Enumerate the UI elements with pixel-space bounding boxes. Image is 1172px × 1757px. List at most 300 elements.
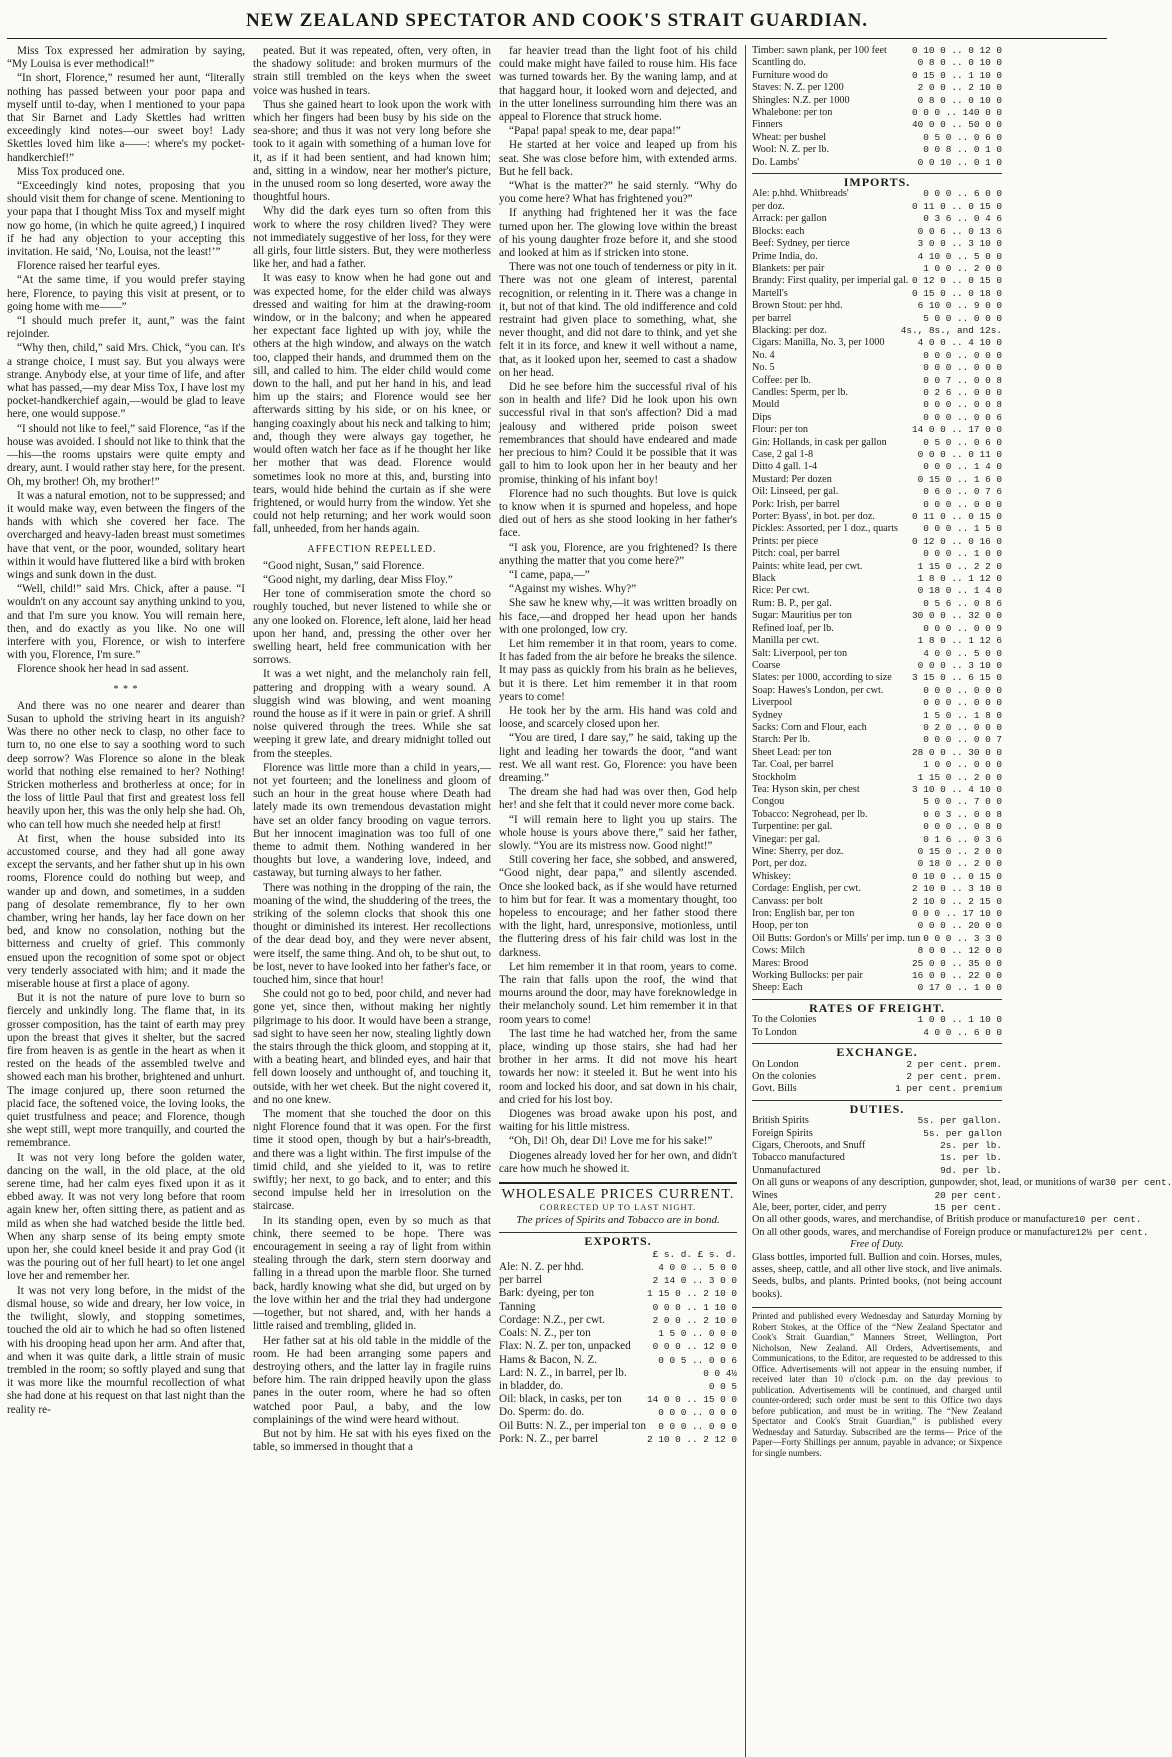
item-name: Oil Butts: Gordon's or Mills' per imp. tun xyxy=(752,932,921,944)
paragraph: Miss Tox produced one. xyxy=(17,165,125,178)
price-row xyxy=(752,1165,1002,1177)
item-name: per barrel xyxy=(499,1274,543,1287)
item-price: 1 5 0 .. 0 0 0 xyxy=(658,1328,737,1340)
item-price: 1 0 0 .. 1 10 0 xyxy=(917,1014,1002,1026)
price-row xyxy=(752,585,1002,597)
prices-subtitle: CORRECTED UP TO LAST NIGHT. xyxy=(539,1202,697,1213)
price-row xyxy=(752,511,1002,523)
item-price: 0 0 0 .. 1 5 0 xyxy=(923,523,1002,535)
item-price: 2s. per lb. xyxy=(940,1139,1002,1151)
item-price: 0 0 0 .. 0 0 0 xyxy=(923,362,1002,374)
item-price: 0 18 0 .. 2 0 0 xyxy=(917,858,1002,870)
price-row xyxy=(752,188,1002,200)
price-row xyxy=(499,1393,737,1406)
paragraph: AFFECTION REPELLED. xyxy=(307,543,437,555)
price-row xyxy=(752,970,1002,982)
price-row xyxy=(752,1177,1172,1189)
item-name: Canvass: per bolt xyxy=(752,895,823,907)
item-name: Blocks: each xyxy=(752,225,805,237)
item-price: 0 0 4½ xyxy=(703,1367,737,1379)
item-name: Iron: English bar, per ton xyxy=(752,908,855,920)
paragraph: “Good night, my darling, dear Miss Floy.” xyxy=(263,573,453,586)
item-price: 2 14 0 .. 3 0 0 xyxy=(652,1275,737,1287)
item-price: 0 0 0 .. 20 0 0 xyxy=(917,920,1002,932)
price-row xyxy=(752,70,1002,82)
item-price: 1 0 0 .. 2 0 0 xyxy=(923,262,1002,274)
item-price: 0 15 0 .. 1 6 0 xyxy=(917,473,1002,485)
exports-continued xyxy=(752,45,1002,169)
paragraph: Florence was little more than a child in years,—not yet fourteen; and the loneliness and gloom of such an hour in the great house where Death had lately made its own tremendous devastation might have set an older fancy brooding on vague terrors. But her innocent imagination was too full of one theme to admit them. Nothing wandered in her thoughts but love, a wandering love, indeed, and castaway, but turning always to her father. xyxy=(253,761,491,880)
item-price: 0 15 0 .. 0 18 0 xyxy=(911,287,1002,299)
item-name: Porter: Byass', in bot. per doz. xyxy=(752,511,875,523)
price-row xyxy=(752,313,1002,325)
item-name: On all guns or weapons of any description, gunpowder, shot, lead, or munitions of war xyxy=(752,1177,1105,1189)
item-price: 0 0 0 .. 0 8 0 xyxy=(923,821,1002,833)
item-price: 0 5 0 .. 0 6 0 xyxy=(923,131,1002,143)
prices-note: The prices of Spirits and Tobacco are in bond. xyxy=(516,1214,720,1227)
item-name: Oil: Linseed, per gal. xyxy=(752,486,839,498)
item-price: 0 0 0 .. 0 11 0 xyxy=(917,449,1002,460)
item-price: 0 8 0 .. 0 10 0 xyxy=(917,94,1002,106)
price-row xyxy=(752,474,1002,486)
item-name: Pitch: coal, per barrel xyxy=(752,548,840,560)
price-row xyxy=(752,883,1002,895)
wholesale-prices xyxy=(499,1182,737,1446)
item-price: 0 0 0 .. 0 0 7 xyxy=(923,734,1002,746)
item-price: 20 per cent. xyxy=(934,1189,1002,1201)
exports-title: EXPORTS. xyxy=(499,1232,737,1248)
item-name: Tobacco manufactured xyxy=(752,1152,845,1164)
prices-title: WHOLESALE PRICES CURRENT. xyxy=(501,1187,735,1203)
item-name: Blankets: per pair xyxy=(752,262,825,274)
price-row xyxy=(752,648,1002,660)
price-row xyxy=(752,263,1002,275)
item-price: 0 0 0 .. 3 10 0 xyxy=(917,659,1002,671)
paragraph: The moment that she touched the door on this night Florence found that it was open. For the first time it stood open, though by but a hair's-breadth, and there was a light within. The first impulse of the timid child, and she yielded to it, was to retire swiftly; her next, to go back, and to enter; and this second impulse held her in irresolution on the staircase. xyxy=(253,1108,491,1213)
paragraph: “I came, papa,—” xyxy=(509,568,590,581)
paragraph: There was nothing in the dropping of the rain, the moaning of the wind, the shuddering of the trees, the striking of the solemn clocks that shook this one thought or diminished its interest. Her recollections of the dear dead boy, and they were never absent, were itself, the same thing. And oh, to be shut out, to be lost, never to have looked into her father's face, or touched him, since that hour! xyxy=(253,881,491,987)
item-price: 0 0 0 .. 17 10 0 xyxy=(911,908,1002,920)
item-name: Furniture wood do xyxy=(752,69,828,81)
free-text: Glass bottles, imported full. Bullion and coin. Horses, mules, asses, sheep, cattle, and all other live stock, and live animals. Seeds, bulbs, and plants. Printed books, (not being account books). xyxy=(752,1251,1002,1300)
item-name: Ale: p.hhd. Whitbreads' xyxy=(752,188,849,200)
free-title: Free of Duty. xyxy=(850,1239,904,1251)
item-name: Soap: Hawes's London, per cwt. xyxy=(752,684,884,696)
item-name: Staves: N. Z. per 1200 xyxy=(752,82,844,94)
price-row xyxy=(499,1433,737,1446)
price-row xyxy=(752,461,1002,473)
item-price: 0 18 0 .. 1 4 0 xyxy=(917,585,1002,597)
paragraph: At first, when the house subsided into its accustomed course, and they had all gone away except the servants, and her father shut up in his own rooms, Florence could do nothing but weep, and wander up and down, and sometimes, in a sudden pang of desolate remembrance, fly to her own chamber, wring her hands, lay her face down on her bed, and know no consolation, nothing but the bitterness and cruelty of grief. This commonly ensued upon the recognition of some spot or object very tenderly associated with him; and it made the miserable house at first a place of agony. xyxy=(7,832,245,991)
item-price: 2 10 0 .. 2 12 0 xyxy=(646,1433,737,1445)
item-price: 0 10 0 .. 0 12 0 xyxy=(911,45,1002,56)
item-price: 2 0 0 .. 2 10 0 xyxy=(917,82,1002,94)
price-row xyxy=(752,437,1002,449)
price-row xyxy=(752,573,1002,585)
item-price: 0 0 5 .. 0 0 6 xyxy=(658,1354,737,1366)
item-name: in bladder, do. xyxy=(499,1379,564,1392)
price-row xyxy=(752,1027,1002,1039)
item-price: 1 0 0 .. 0 0 0 xyxy=(923,759,1002,771)
price-row xyxy=(752,896,1002,908)
price-row xyxy=(752,119,1002,131)
paragraph: He took her by the arm. His hand was cold and loose, and scarcely closed upon her. xyxy=(499,704,737,731)
price-row xyxy=(752,412,1002,424)
item-name: Brown Stout: per hhd. xyxy=(752,300,843,312)
price-row xyxy=(752,834,1002,846)
price-row xyxy=(752,1140,1002,1152)
price-row xyxy=(752,251,1002,263)
item-price: 3 0 0 .. 3 10 0 xyxy=(917,238,1002,250)
price-row xyxy=(752,548,1002,560)
paragraph: “Against my wishes. Why?” xyxy=(509,583,637,596)
price-row xyxy=(752,1128,1002,1140)
item-name: Pork: N. Z., per barrel xyxy=(499,1432,599,1445)
item-price: 5 0 0 .. 7 0 0 xyxy=(923,796,1002,808)
paragraph: Why did the dark eyes turn so often from this work to where the rosy children lived? They were not immediately suggestive of her loss, for they were all girls, four little sisters. But, they were motherless like her, and had a father. xyxy=(253,205,491,271)
price-row xyxy=(752,871,1002,883)
item-name: No. 4 xyxy=(752,349,775,361)
item-name: Oil: black, in casks, per ton xyxy=(499,1393,622,1406)
paragraph: Miss Tox expressed her admiration by saying, “My Louisa is ever methodical!” xyxy=(7,45,245,71)
price-row xyxy=(752,107,1002,119)
item-name: Oil Butts: N. Z., per imperial ton xyxy=(499,1419,646,1432)
item-price: 4s., 8s., and 12s. xyxy=(900,324,1002,336)
item-name: Coarse xyxy=(752,659,781,671)
item-price: 15 per cent. xyxy=(934,1201,1002,1213)
paragraph: It was a wet night, and the melancholy rain fell, pattering and dropping with a weary sound. A sluggish wind was blowing, and went moaning round the house as if it were in pain or grief. A shrill noise quivered through the trees. While she sat weeping it grew late, and dreary midnight tolled out from the steeples. xyxy=(253,668,491,760)
item-price: 0 15 0 .. 2 0 0 xyxy=(917,846,1002,857)
item-name: per barrel xyxy=(752,312,792,324)
paragraph: “Good night, Susan,” said Florence. xyxy=(263,559,425,572)
freight-list xyxy=(752,1014,1002,1039)
item-price: 0 0 10 .. 0 1 0 xyxy=(917,156,1002,168)
item-price: 16 0 0 .. 22 0 0 xyxy=(911,970,1002,982)
price-row xyxy=(752,399,1002,411)
price-row xyxy=(752,337,1002,349)
item-price: 40 0 0 .. 50 0 0 xyxy=(911,119,1002,131)
item-name: Flour: per ton xyxy=(752,424,809,436)
paragraph: In its standing open, even by so much as that chink, there seemed to be hope. There was encouragement in seeing a ray of light from within stealing through the dark, stern stern doorway and falling in a thread upon the marble floor. She turned back, hardly knowing what she did, but urged on by the love within her and the trial they had undergone—together, but not shared, and, with her hands a little raised and trembling, glided in. xyxy=(253,1214,491,1333)
item-name: Blacking: per doz. xyxy=(752,324,827,336)
price-row xyxy=(499,1274,737,1287)
item-price: 14 0 0 .. 15 0 0 xyxy=(646,1394,737,1406)
item-name: On the colonies xyxy=(752,1070,816,1082)
item-price: 0 0 0 .. 0 0 0 xyxy=(923,684,1002,696)
item-name: Timber: sawn plank, per 100 feet xyxy=(752,45,887,56)
price-row xyxy=(752,759,1002,771)
price-row xyxy=(752,95,1002,107)
item-price: 0 8 0 .. 0 10 0 xyxy=(917,57,1002,69)
item-price: 5s. per gallon xyxy=(923,1127,1002,1139)
item-name: Tea: Hyson skin, per chest xyxy=(752,783,860,795)
item-name: Whalebone: per ton xyxy=(752,107,833,119)
price-row xyxy=(752,747,1002,759)
price-row xyxy=(752,1014,1002,1026)
item-name: Sacks: Corn and Flour, each xyxy=(752,721,867,733)
item-price: 0 0 0 .. 140 0 0 xyxy=(911,107,1002,119)
price-row xyxy=(752,561,1002,573)
paragraph: “Why then, child,” said Mrs. Chick, “you can. It's a strange choice, I must say. But you always were strange. Anybody else, at your time of life, and after what has passed,—my dear Miss Tox, I have lost my pocket-handkerchief again,—would be glad to leave here, one would suppose.” xyxy=(7,342,245,421)
item-price: 0 0 0 .. 1 4 0 xyxy=(923,461,1002,473)
price-row xyxy=(499,1301,737,1314)
item-price: 0 12 0 .. 0 16 0 xyxy=(911,535,1002,547)
price-row xyxy=(752,722,1002,734)
price-row xyxy=(752,1214,1142,1226)
item-name: Tobacco: Negrohead, per lb. xyxy=(752,808,868,820)
price-row xyxy=(752,734,1002,746)
item-name: Coals: N. Z., per ton xyxy=(499,1327,591,1340)
paragraph: Thus she gained heart to look upon the work with which her fingers had been busy by his side on the sea-shore; and thus it was not very long before she took to it again with something of a human love for it, as if it had been sentient, and had known him; and, sitting in a window, near her mother's picture, in the unused room so long deserted, wore away the thoughtful hours. xyxy=(253,98,491,204)
item-name: Tar. Coal, per barrel xyxy=(752,759,834,771)
item-name: Black xyxy=(752,573,776,585)
price-row xyxy=(752,213,1002,225)
item-price: 0 10 0 .. 0 15 0 xyxy=(911,870,1002,882)
item-name: Gin: Hollands, in cask per gallon xyxy=(752,436,887,448)
item-name: Prints: per piece xyxy=(752,535,819,547)
item-price: 0 15 0 .. 1 10 0 xyxy=(911,69,1002,81)
price-row xyxy=(752,157,1002,169)
item-name: Rum: B. P., per gal. xyxy=(752,597,832,609)
price-row xyxy=(752,772,1002,784)
exchange-list xyxy=(752,1059,1002,1096)
item-name: Cigars: Manilla, No. 3, per 1000 xyxy=(752,337,885,349)
column-1 xyxy=(7,45,245,1757)
item-name: Govt. Bills xyxy=(752,1083,797,1095)
item-name: On London xyxy=(752,1058,799,1070)
item-name: Wine: Sherry, per doz. xyxy=(752,846,844,857)
paragraph: Her tone of commiseration smote the chord so roughly touched, but never listened to while she or any one looked on. Florence, left alone, laid her head upon her hand, and, pressing the other over her swelling heart, held free communication with her sorrows. xyxy=(253,588,491,667)
item-price: 4 0 0 .. 4 10 0 xyxy=(917,337,1002,349)
item-name: Cows: Milch xyxy=(752,945,805,957)
item-name: Mustard: Per dozen xyxy=(752,473,832,485)
imprint: Printed and published every Wednesday and Saturday Morning by Robert Stokes, at the Office of the “New Zealand Spectator and Cook's Strait Guardian,” Manners Street, Wellington, Port Nicholson, New Zealand. All Orders, Advertisements, and Communications, to the Editor, are requested to be addressed to this Office. Advertisements will not appear in the ensuing number, if received later than 10 o'clock p.m. on the day previous to publication. Advertisements will be continued, and charged until counter-ordered; such order must be sent to this Office two days before publication, and must be in writing. The “New Zealand Spectator and Cook's Strait Guardian,” is published every Wednesday and Saturday. Subscribed are the terms— Price of the Paper—Forty Shillings per annum, payable in advance; or Sixpence for single numbers. xyxy=(752,1307,1002,1458)
item-price: 0 1 6 .. 0 3 6 xyxy=(923,833,1002,845)
item-name: Ale: N. Z. per hhd. xyxy=(499,1261,584,1274)
price-row xyxy=(752,486,1002,498)
paragraph: It was not very long before the golden water, dancing on the wall, in the old place, at the old serene time, had her calm eyes fixed upon it as it ebbed away. It was not very long before that room again knew her, often sitting there, as patient and as mild as when she had watched beside the little bed. When any sharp sense of its being empty smote upon her, she could kneel beside it and pray God (it was the pouring out of her full heart) to let one angel love her and remember her. xyxy=(7,1151,245,1283)
paragraph: The dream she had had was over then, God help her! and she felt that it could never more come back. xyxy=(499,786,737,812)
paragraph: Diogenes already loved her for her own, and didn't care how much he showed it. xyxy=(499,1149,737,1175)
price-row xyxy=(752,1115,1002,1127)
item-name: Lard: N. Z., in barrel, per lb. xyxy=(499,1366,627,1379)
item-name: Sheet Lead: per ton xyxy=(752,746,832,758)
paragraph: Let him remember it in that room, years to come. The rain that falls upon the roof, the wind that mourns around the door, may have foreknowledge in their melancholy sound. Let him remember it in that room years to come! xyxy=(499,960,737,1026)
price-row xyxy=(752,82,1002,94)
paragraph: But not by him. He sat with his eyes fixed on the table, so immersed in thought that a xyxy=(253,1427,491,1454)
item-name: Candles: Sperm, per lb. xyxy=(752,386,848,398)
item-name: Slates: per 1000, according to size xyxy=(752,672,892,684)
item-name: To London xyxy=(752,1026,797,1038)
item-price: 0 0 0 .. 6 0 0 xyxy=(923,188,1002,200)
paragraph: If anything had frightened her it was the face turned upon her. The glowing love within the breast of his young daughter froze before it, and she stood and looked at him as if stricken into stone. xyxy=(499,207,737,260)
item-price: 5 0 0 .. 0 0 0 xyxy=(923,312,1002,324)
price-row xyxy=(752,523,1002,535)
item-price: 4 0 0 .. 5 0 0 xyxy=(658,1262,737,1274)
price-row xyxy=(752,784,1002,796)
item-price: 0 0 0 .. 0 0 9 xyxy=(923,622,1002,634)
price-row xyxy=(752,325,1002,337)
paragraph: “I ask you, Florence, are you frightened? Is there anything the matter that you come here?” xyxy=(499,541,737,567)
price-row xyxy=(752,908,1002,920)
exports-list xyxy=(499,1261,737,1446)
price-row xyxy=(499,1340,737,1353)
item-name: Vinegar: per gal. xyxy=(752,833,821,845)
item-price: 0 0 5 xyxy=(708,1380,737,1392)
price-row xyxy=(499,1367,737,1380)
column-2 xyxy=(253,45,491,1757)
item-name: Paints: white lead, per cwt. xyxy=(752,560,863,572)
item-name: Shingles: N.Z. per 1000 xyxy=(752,94,850,106)
item-name: Mares: Brood xyxy=(752,957,809,969)
paragraph: “I should not like to feel,” said Florence, “as if the house was avoided. I should not like to think that the—his—the rooms upstairs were quite empty and dreary, aunt. I would rather stay here, for the present. Oh, my brother! Oh, my brother!” xyxy=(7,422,245,488)
item-price: 1 8 0 .. 1 12 6 xyxy=(917,635,1002,647)
item-name: Ale, beer, porter, cider, and perry xyxy=(752,1201,887,1213)
item-price: 0 2 6 .. 0 0 0 xyxy=(923,386,1002,398)
item-name: Pickles: Assorted, per 1 doz., quarts xyxy=(752,523,898,535)
imports-title: IMPORTS. xyxy=(752,173,1002,188)
item-price: 0 0 0 .. 0 0 0 xyxy=(923,498,1002,510)
item-name: Case, 2 gal 1-8 xyxy=(752,449,814,460)
paragraph: She saw he knew why,—it was written broadly on his face,—and dropped her head upon her hands with one prolonged, low cry. xyxy=(499,597,737,636)
price-row xyxy=(752,1083,1002,1095)
item-price: 0 5 6 .. 0 8 6 xyxy=(923,597,1002,609)
price-row xyxy=(499,1354,737,1367)
masthead: NEW ZEALAND SPECTATOR AND COOK'S STRAIT GUARDIAN. xyxy=(7,6,1107,39)
price-row xyxy=(752,660,1002,672)
item-name: Working Bullocks: per pair xyxy=(752,970,863,982)
item-price: 0 3 6 .. 0 4 6 xyxy=(923,213,1002,225)
paragraph: “Oh, Di! Oh, dear Di! Love me for his sake!” xyxy=(509,1135,713,1148)
item-price: 4 0 0 .. 6 0 0 xyxy=(923,1026,1002,1038)
item-name: On all other goods, wares, and merchandise of Foreign produce or manufacture xyxy=(752,1226,1076,1238)
item-price: 1 5 0 .. 1 8 0 xyxy=(923,709,1002,721)
item-name: Salt: Liverpool, per ton xyxy=(752,647,848,659)
price-row xyxy=(752,238,1002,250)
column-3 xyxy=(499,45,737,1757)
price-row xyxy=(752,697,1002,709)
item-price: 0 0 7 .. 0 0 8 xyxy=(923,374,1002,386)
item-price: 2 10 0 .. 2 15 0 xyxy=(911,895,1002,907)
item-price: 8 0 0 .. 12 0 0 xyxy=(917,945,1002,957)
price-row xyxy=(752,350,1002,362)
item-price: 0 2 0 .. 0 0 0 xyxy=(923,721,1002,733)
price-row xyxy=(752,499,1002,511)
price-row xyxy=(752,623,1002,635)
paragraph: peated. But it was repeated, often, very often, in the shadowy solitude: and broken murmurs of the strain still trembled on the keys when the sweet voice was hushed in tears. xyxy=(253,45,491,97)
item-name: Arrack: per gallon xyxy=(752,213,827,225)
item-name: Sugar: Mauritius per ton xyxy=(752,610,852,622)
item-price: 1 15 0 .. 2 10 0 xyxy=(646,1288,737,1300)
item-price: 0 6 0 .. 0 7 6 xyxy=(923,486,1002,498)
paragraph: He started at her voice and leaped up from his seat. She was close before him, with extended arms. But he fell back. xyxy=(499,139,737,178)
item-name: No. 5 xyxy=(752,362,775,374)
item-price: 2 per cent. prem. xyxy=(906,1070,1002,1082)
price-row xyxy=(752,685,1002,697)
item-name: Wool: N. Z. per lb. xyxy=(752,144,829,156)
item-name: Mould xyxy=(752,399,780,411)
freight-title: RATES OF FREIGHT. xyxy=(752,999,1002,1014)
item-price: 0 12 0 .. 0 15 0 xyxy=(911,275,1002,287)
item-name: Liverpool xyxy=(752,697,793,709)
price-row xyxy=(752,375,1002,387)
item-price: 0 0 8 .. 0 1 0 xyxy=(923,144,1002,156)
exchange-title: EXCHANGE. xyxy=(752,1043,1002,1058)
item-price: 1 15 0 .. 2 0 0 xyxy=(917,771,1002,783)
item-price: 1 15 0 .. 2 2 0 xyxy=(917,560,1002,572)
prices-header: £ s. d. £ s. d. xyxy=(652,1248,737,1260)
paragraph: But it is not the nature of pure love to burn so fiercely and unkindly long. The flame that, in its grosser composition, has the taint of earth may prey upon the breast that gives it shelter, but the sacred fire from heaven is as gentle in the heart as when it rested on the heads of the assembled twelve and showed each man his brother, brightened and unhurt. The image conjured up, there soon returned the placid face, the softened voice, the loving looks, the quiet trustfulness and peace; and Florence, though she wept still, wept more tranquilly, and courted the remembrance. xyxy=(7,992,245,1150)
price-row xyxy=(752,821,1002,833)
item-price: 30 0 0 .. 32 0 0 xyxy=(911,610,1002,622)
item-name: On all other goods, wares, and merchandise, of British produce or manufacture xyxy=(752,1214,1074,1226)
item-name: Beef: Sydney, per tierce xyxy=(752,238,850,250)
price-row xyxy=(752,132,1002,144)
item-price: 0 0 6 .. 0 13 6 xyxy=(917,225,1002,237)
paragraph: “I should much prefer it, aunt,” was the faint rejoinder. xyxy=(7,315,245,341)
item-price: 0 0 0 .. 0 0 6 xyxy=(923,411,1002,423)
price-row xyxy=(752,710,1002,722)
item-price: 0 11 0 .. 0 15 0 xyxy=(911,200,1002,212)
item-price: 2 0 0 .. 2 10 0 xyxy=(652,1314,737,1326)
item-price: 0 0 0 .. 0 0 8 xyxy=(923,399,1002,411)
paragraph: far heavier tread than the light foot of his child could make might have failed to rouse him. His face was turned towards her. By the waning lamp, and at that haggard hour, it looked worn and dejected, and in the utter loneliness surrounding him there was an appeal to Florence that struck home. xyxy=(499,45,737,124)
item-price: 5s. per gallon. xyxy=(917,1115,1002,1127)
item-name: Turpentine: per gal. xyxy=(752,821,833,833)
item-name: Coffee: per lb. xyxy=(752,374,811,386)
item-price: 10 per cent. xyxy=(1073,1214,1142,1226)
item-name: To the Colonies xyxy=(752,1014,817,1026)
price-row xyxy=(499,1420,737,1433)
price-row xyxy=(752,945,1002,957)
price-row xyxy=(752,858,1002,870)
item-price: 0 0 0 .. 1 0 0 xyxy=(923,548,1002,560)
price-row xyxy=(752,1071,1002,1083)
item-name: Cordage: N.Z., per cwt. xyxy=(499,1313,605,1326)
price-row xyxy=(752,809,1002,821)
price-row xyxy=(752,635,1002,647)
paragraph: The last time he had watched her, from the same place, winding up those stairs, she had had her brother in her arms. It did not move his heart towards her now: it steeled it. But he went into his room and locked his door, and sat down in his chair, and cried for his lost boy. xyxy=(499,1027,737,1106)
duties-list xyxy=(752,1115,1172,1239)
item-name: Sydney xyxy=(752,709,783,721)
price-row xyxy=(752,1059,1002,1071)
price-row xyxy=(499,1380,737,1393)
price-row xyxy=(752,449,1002,461)
item-price: 1 8 0 .. 1 12 0 xyxy=(917,573,1002,585)
paragraph: Florence shook her head in sad assent. xyxy=(17,663,189,676)
paragraph: It was easy to know when he had gone out and was expected home, for the elder child was always dressed and waiting for him at the drawing-room window, or in the balcony; and when he appeared her expectant face lighted up with joy, while the others at the high window, and always on the watch too, clapped their hands, and drummed them on the sill, and called to him. The elder child would come down to the hall, and put her hand in his, and lead him up the stairs; and Florence would see her afterwards sitting by his side, or on his knee, or hanging coaxingly about his neck and talking to him; and, though they were always gay together, he would often watch her face as if he thought her like her mother that was dead. Florence would sometimes look no more at this, and, bursting into tears, would hide behind the curtain as if she were frightened, or would hurry from the window. Yet she could not help returning; and her work would soon fall, unheeded, from her hands again. xyxy=(253,272,492,536)
item-name: Cigars, Cheroots, and Snuff xyxy=(752,1139,866,1151)
item-name: Unmanufactured xyxy=(752,1164,821,1176)
price-row xyxy=(752,300,1002,312)
item-name: Ditto 4 gall. 1-4 xyxy=(752,461,818,473)
item-name: Stockholm xyxy=(752,771,797,783)
paragraph: Her father sat at his old table in the middle of the room. He had been arranging some papers and destroying others, and the latter lay in fragile ruins before him. The rain dripped heavily upon the glass panes in the outer room, where he had so often watched poor Paul, a baby, and the low complainings of the wind were heard without. xyxy=(253,1334,491,1426)
item-price: 28 0 0 .. 30 0 0 xyxy=(911,746,1002,758)
item-name: Dips xyxy=(752,411,772,423)
price-row xyxy=(752,982,1002,994)
item-price: 0 0 0 .. 0 0 0 xyxy=(923,349,1002,361)
item-name: Refined loaf, per lb. xyxy=(752,622,834,634)
item-price: 0 5 0 .. 0 6 0 xyxy=(923,436,1002,448)
paragraph: “Exceedingly kind notes, proposing that you should visit them for change of scene. Mentioning to your papa that I thought Miss Tox and myself might now go home, (in which he quite agreed,) I inquired if he had any objection to your accepting this invitation. He said, ‘No, Louisa, not the least!’” xyxy=(7,180,245,259)
price-row xyxy=(752,288,1002,300)
item-name: Wines xyxy=(752,1189,778,1201)
item-name: Tanning xyxy=(499,1300,536,1313)
price-row xyxy=(752,45,1002,57)
columns xyxy=(7,39,1172,1757)
item-price: 0 0 0 .. 0 0 0 xyxy=(658,1407,737,1419)
